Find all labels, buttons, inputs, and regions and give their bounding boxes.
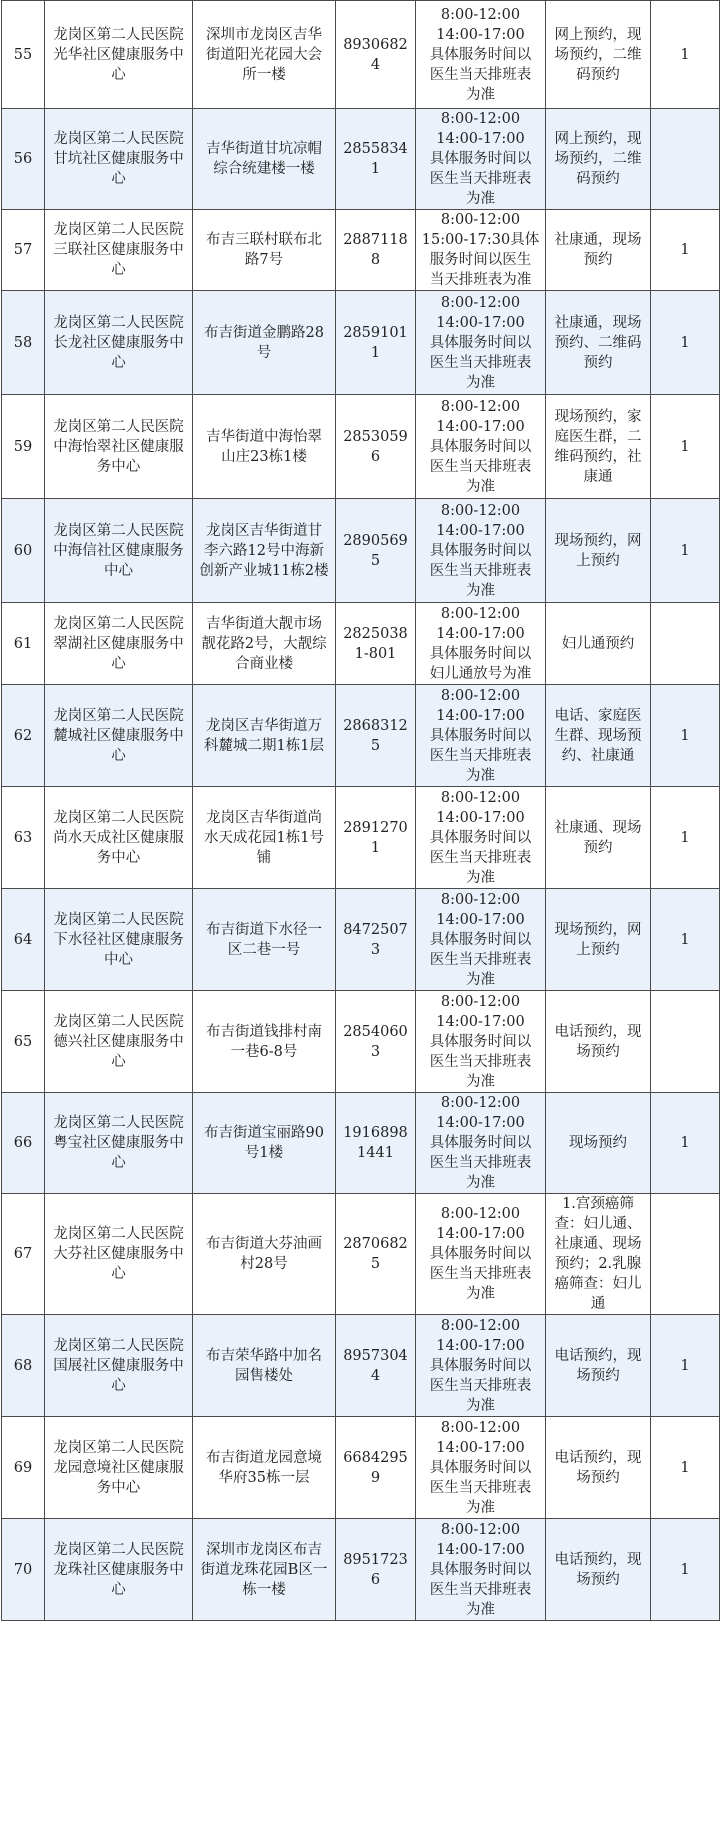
service-hours-line: 8:00-12:00 <box>440 891 521 908</box>
row-number: 60 <box>2 499 45 603</box>
service-hours-line: 8:00-12:00 <box>440 1521 521 1538</box>
service-hours-line: 8:00-12:00 <box>440 212 521 228</box>
clinic-name: 龙岗区第二人民医院翠湖社区健康服务中心 <box>45 603 193 685</box>
service-hours-line: 具体服务时间以 <box>429 438 532 455</box>
service-hours-line: 8:00-12:00 <box>440 6 521 23</box>
service-hours-line: 为准 <box>466 767 495 784</box>
clinic-address: 龙岗区吉华街道尚水天成花园1栋1号铺 <box>193 787 336 889</box>
booking-method: 1.宫颈癌筛查：妇儿通、社康通、现场预约；2.乳腺癌筛查：妇儿通 <box>546 1194 651 1315</box>
booking-method: 网上预约，现场预约，二维码预约 <box>546 109 651 210</box>
clinic-address: 吉华街道甘坑凉帽综合统建楼一楼 <box>193 109 336 210</box>
table-row <box>2 1417 720 1519</box>
clinic-name: 龙岗区第二人民医院德兴社区健康服务中心 <box>45 991 193 1093</box>
clinic-phone: 28540603 <box>336 991 416 1093</box>
quota-count: 1 <box>651 685 720 787</box>
service-hours-line: 为准 <box>466 1286 495 1302</box>
service-hours-line: 8:00-12:00 <box>440 605 521 622</box>
clinic-name: 龙岗区第二人民医院麓城社区健康服务中心 <box>45 685 193 787</box>
quota-count: 1 <box>651 1417 720 1519</box>
service-hours <box>416 210 546 291</box>
clinic-name: 龙岗区第二人民医院下水径社区健康服务中心 <box>45 889 193 991</box>
clinic-name: 龙岗区第二人民医院长龙社区健康服务中心 <box>45 291 193 395</box>
service-hours-line: 8:00-12:00 <box>440 993 521 1010</box>
quota-count: 1 <box>651 291 720 395</box>
booking-method: 电话预约，现场预约 <box>546 1417 651 1519</box>
clinic-name: 龙岗区第二人民医院大芬社区健康服务中心 <box>45 1194 193 1315</box>
clinic-address: 布吉街道金鹏路28号 <box>193 291 336 395</box>
service-hours-line: 14:00-17:00 <box>436 314 525 331</box>
service-hours-line: 医生当天排班表 <box>429 66 532 83</box>
clinic-name: 龙岗区第二人民医院三联社区健康服务中心 <box>45 210 193 291</box>
table-row <box>2 499 720 603</box>
service-hours-line: 具体服务时间以 <box>429 1459 532 1476</box>
quota-count: 1 <box>651 1315 720 1417</box>
clinic-name: 龙岗区第二人民医院国展社区健康服务中心 <box>45 1315 193 1417</box>
service-hours-line: 为准 <box>466 1175 495 1191</box>
service-hours-line: 医生当天排班表 <box>429 951 532 968</box>
row-number: 67 <box>2 1194 45 1315</box>
clinic-phone: 28706825 <box>336 1194 416 1315</box>
service-hours <box>416 1417 546 1519</box>
clinic-address: 布吉三联村联布北路7号 <box>193 210 336 291</box>
table-row <box>2 1315 720 1417</box>
service-hours-line: 14:00-17:00 <box>436 625 525 642</box>
table-row <box>2 109 720 210</box>
service-hours-line: 14:00-17:00 <box>436 1541 525 1558</box>
service-hours-line: 14:00-17:00 <box>436 1439 525 1456</box>
booking-method: 妇儿通预约 <box>546 603 651 685</box>
row-number: 56 <box>2 109 45 210</box>
service-hours-line: 14:00-17:00 <box>436 522 525 539</box>
service-hours-line: 为准 <box>466 971 495 988</box>
service-hours-line: 具体服务时间以 <box>429 1357 532 1374</box>
service-hours-line: 具体服务时间以 <box>429 931 532 948</box>
service-hours <box>416 685 546 787</box>
row-number: 64 <box>2 889 45 991</box>
row-number: 57 <box>2 210 45 291</box>
row-number: 69 <box>2 1417 45 1519</box>
service-hours-line: 8:00-12:00 <box>440 687 521 704</box>
row-number: 68 <box>2 1315 45 1417</box>
service-hours-line: 具体服务时间以 <box>429 151 532 167</box>
clinic-phone: 89517236 <box>336 1519 416 1621</box>
table-row <box>2 603 720 685</box>
quota-count <box>651 109 720 210</box>
service-hours-line: 具体服务时间以 <box>429 46 532 63</box>
service-hours <box>416 1315 546 1417</box>
clinic-name: 龙岗区第二人民医院中海怡翠社区健康服务中心 <box>45 395 193 499</box>
table-row <box>2 1 720 109</box>
row-number: 59 <box>2 395 45 499</box>
table-row <box>2 1519 720 1621</box>
clinic-phone: 19168981441 <box>336 1093 416 1194</box>
booking-method: 现场预约，网上预约 <box>546 889 651 991</box>
table-row <box>2 291 720 395</box>
table-row <box>2 685 720 787</box>
table-row <box>2 889 720 991</box>
service-hours <box>416 395 546 499</box>
quota-count <box>651 991 720 1093</box>
service-hours-line: 医生当天排班表 <box>429 747 532 764</box>
service-hours-line: 医生当天排班表 <box>429 458 532 475</box>
clinic-address: 布吉荣华路中加名园售楼处 <box>193 1315 336 1417</box>
table-row <box>2 1194 720 1315</box>
service-hours-line: 具体服务时间以 <box>429 1561 532 1578</box>
clinic-name: 龙岗区第二人民医院尚水天成社区健康服务中心 <box>45 787 193 889</box>
service-hours <box>416 1519 546 1621</box>
service-hours-line: 为准 <box>466 86 495 103</box>
row-number: 55 <box>2 1 45 109</box>
booking-method: 现场预约 <box>546 1093 651 1194</box>
service-hours-line: 14:00-17:00 <box>436 1337 525 1354</box>
service-hours-line: 具体服务时间以 <box>429 334 532 351</box>
clinic-table <box>1 0 720 1621</box>
quota-count: 1 <box>651 499 720 603</box>
clinic-address: 布吉街道大芬油画村28号 <box>193 1194 336 1315</box>
service-hours-line: 为准 <box>466 191 495 207</box>
service-hours-line: 具体服务时间以 <box>429 1246 532 1262</box>
service-hours-line: 8:00-12:00 <box>440 1419 521 1436</box>
service-hours-line: 为准 <box>466 582 495 599</box>
quota-count <box>651 1194 720 1315</box>
service-hours-line: 医生当天排班表 <box>429 171 532 187</box>
booking-method: 电话预约，现场预约 <box>546 1519 651 1621</box>
clinic-name: 龙岗区第二人民医院中海信社区健康服务中心 <box>45 499 193 603</box>
service-hours-line: 14:00-17:00 <box>436 707 525 724</box>
table-row <box>2 395 720 499</box>
clinic-phone: 28558341 <box>336 109 416 210</box>
service-hours <box>416 109 546 210</box>
service-hours <box>416 603 546 685</box>
service-hours-line: 为准 <box>466 1499 495 1516</box>
service-hours-line: 8:00-12:00 <box>440 294 521 311</box>
service-hours-line: 为准 <box>466 869 495 886</box>
clinic-address: 深圳市龙岗区布吉街道龙珠花园B区一栋一楼 <box>193 1519 336 1621</box>
service-hours-line: 8:00-12:00 <box>440 1206 521 1222</box>
service-hours-line: 医生当天排班表 <box>429 1581 532 1598</box>
clinic-address: 布吉街道龙园意境华府35栋一层 <box>193 1417 336 1519</box>
service-hours <box>416 787 546 889</box>
service-hours-line: 医生当天排班表 <box>429 1377 532 1394</box>
row-number: 62 <box>2 685 45 787</box>
clinic-phone: 89573044 <box>336 1315 416 1417</box>
booking-method: 网上预约，现场预约，二维码预约 <box>546 1 651 109</box>
service-hours-line: 医生当天排班表 <box>429 354 532 371</box>
service-hours-line: 14:00-17:00 <box>436 809 525 826</box>
clinic-name: 龙岗区第二人民医院光华社区健康服务中心 <box>45 1 193 109</box>
clinic-address: 吉华街道中海怡翠山庄23栋1楼 <box>193 395 336 499</box>
service-hours-line: 医生当天排班表 <box>429 1479 532 1496</box>
clinic-address: 吉华街道大靓市场靓花路2号，大靓综合商业楼 <box>193 603 336 685</box>
clinic-name: 龙岗区第二人民医院龙园意境社区健康服务中心 <box>45 1417 193 1519</box>
service-hours-line: 14:00-17:00 <box>436 911 525 928</box>
service-hours-line: 为准 <box>466 1073 495 1090</box>
table-body <box>2 1 720 1621</box>
service-hours-line: 14:00-17:00 <box>436 1115 525 1131</box>
service-hours <box>416 1 546 109</box>
clinic-phone: 28530596 <box>336 395 416 499</box>
service-hours-line: 14:00-17:00 <box>436 26 525 43</box>
service-hours-line: 8:00-12:00 <box>440 111 521 127</box>
row-number: 63 <box>2 787 45 889</box>
table-row <box>2 991 720 1093</box>
quota-count <box>651 603 720 685</box>
booking-method: 社康通，现场预约 <box>546 210 651 291</box>
service-hours-line: 为准 <box>466 1601 495 1618</box>
clinic-phone: 28905695 <box>336 499 416 603</box>
clinic-address: 布吉街道钱排村南一巷6-8号 <box>193 991 336 1093</box>
service-hours-line: 8:00-12:00 <box>440 502 521 519</box>
booking-method: 电话预约，现场预约 <box>546 1315 651 1417</box>
row-number: 66 <box>2 1093 45 1194</box>
service-hours-line: 为准 <box>466 1397 495 1414</box>
row-number: 61 <box>2 603 45 685</box>
service-hours-line: 医生当天排班表 <box>429 849 532 866</box>
clinic-name: 龙岗区第二人民医院龙珠社区健康服务中心 <box>45 1519 193 1621</box>
clinic-address: 布吉街道下水径一区二巷一号 <box>193 889 336 991</box>
clinic-phone: 84725073 <box>336 889 416 991</box>
service-hours-line: 妇儿通放号为准 <box>429 665 532 682</box>
quota-count: 1 <box>651 1093 720 1194</box>
service-hours-line: 为准 <box>466 478 495 495</box>
clinic-name: 龙岗区第二人民医院粤宝社区健康服务中心 <box>45 1093 193 1194</box>
service-hours-line: 14:00-17:00 <box>436 131 525 147</box>
service-hours <box>416 991 546 1093</box>
row-number: 65 <box>2 991 45 1093</box>
row-number: 58 <box>2 291 45 395</box>
service-hours-line: 医生当天排班表 <box>429 1155 532 1171</box>
clinic-address: 龙岗区吉华街道万科麓城二期1栋1层 <box>193 685 336 787</box>
booking-method: 现场预约，网上预约 <box>546 499 651 603</box>
service-hours-line: 14:00-17:00 <box>436 418 525 435</box>
service-hours-line: 14:00-17:00 <box>436 1013 525 1030</box>
service-hours <box>416 889 546 991</box>
booking-method: 现场预约，家庭医生群，二维码预约，社康通 <box>546 395 651 499</box>
clinic-address: 龙岗区吉华街道甘李六路12号中海新创新产业城11栋2楼 <box>193 499 336 603</box>
quota-count: 1 <box>651 210 720 291</box>
clinic-name: 龙岗区第二人民医院甘坑社区健康服务中心 <box>45 109 193 210</box>
quota-count: 1 <box>651 787 720 889</box>
service-hours-line: 当天排班表为准 <box>429 272 532 288</box>
clinic-address: 深圳市龙岗区吉华街道阳光花园大会所一楼 <box>193 1 336 109</box>
service-hours <box>416 1194 546 1315</box>
service-hours-line: 15:00-17:30具体 <box>421 232 540 248</box>
service-hours-line: 8:00-12:00 <box>440 789 521 806</box>
booking-method: 社康通、现场预约 <box>546 787 651 889</box>
clinic-phone: 28591011 <box>336 291 416 395</box>
service-hours-line: 医生当天排班表 <box>429 1266 532 1282</box>
clinic-phone: 66842959 <box>336 1417 416 1519</box>
clinic-phone: 28871188 <box>336 210 416 291</box>
clinic-address: 布吉街道宝丽路90号1楼 <box>193 1093 336 1194</box>
service-hours-line: 具体服务时间以 <box>429 1135 532 1151</box>
service-hours-line: 具体服务时间以 <box>429 542 532 559</box>
service-hours <box>416 499 546 603</box>
service-hours-line: 8:00-12:00 <box>440 398 521 415</box>
table-row <box>2 210 720 291</box>
service-hours-line: 医生当天排班表 <box>429 562 532 579</box>
service-hours-line: 服务时间以医生 <box>429 252 532 268</box>
quota-count: 1 <box>651 1 720 109</box>
booking-method: 社康通，现场预约、二维码预约 <box>546 291 651 395</box>
clinic-phone: 89306824 <box>336 1 416 109</box>
service-hours-line: 具体服务时间以 <box>429 1033 532 1050</box>
quota-count: 1 <box>651 889 720 991</box>
service-hours <box>416 1093 546 1194</box>
service-hours-line: 具体服务时间以 <box>429 727 532 744</box>
quota-count: 1 <box>651 1519 720 1621</box>
service-hours-line: 8:00-12:00 <box>440 1095 521 1111</box>
booking-method: 电话预约，现场预约 <box>546 991 651 1093</box>
table-row <box>2 1093 720 1194</box>
service-hours-line: 医生当天排班表 <box>429 1053 532 1070</box>
service-hours-line: 8:00-12:00 <box>440 1317 521 1334</box>
service-hours-line: 具体服务时间以 <box>429 829 532 846</box>
clinic-phone: 28912701 <box>336 787 416 889</box>
quota-count: 1 <box>651 395 720 499</box>
service-hours <box>416 291 546 395</box>
service-hours-line: 具体服务时间以 <box>429 645 532 662</box>
table-row <box>2 787 720 889</box>
service-hours-line: 为准 <box>466 374 495 391</box>
clinic-phone: 28683125 <box>336 685 416 787</box>
clinic-phone: 28250381-801 <box>336 603 416 685</box>
booking-method: 电话、家庭医生群、现场预约、社康通 <box>546 685 651 787</box>
row-number: 70 <box>2 1519 45 1621</box>
service-hours-line: 14:00-17:00 <box>436 1226 525 1242</box>
